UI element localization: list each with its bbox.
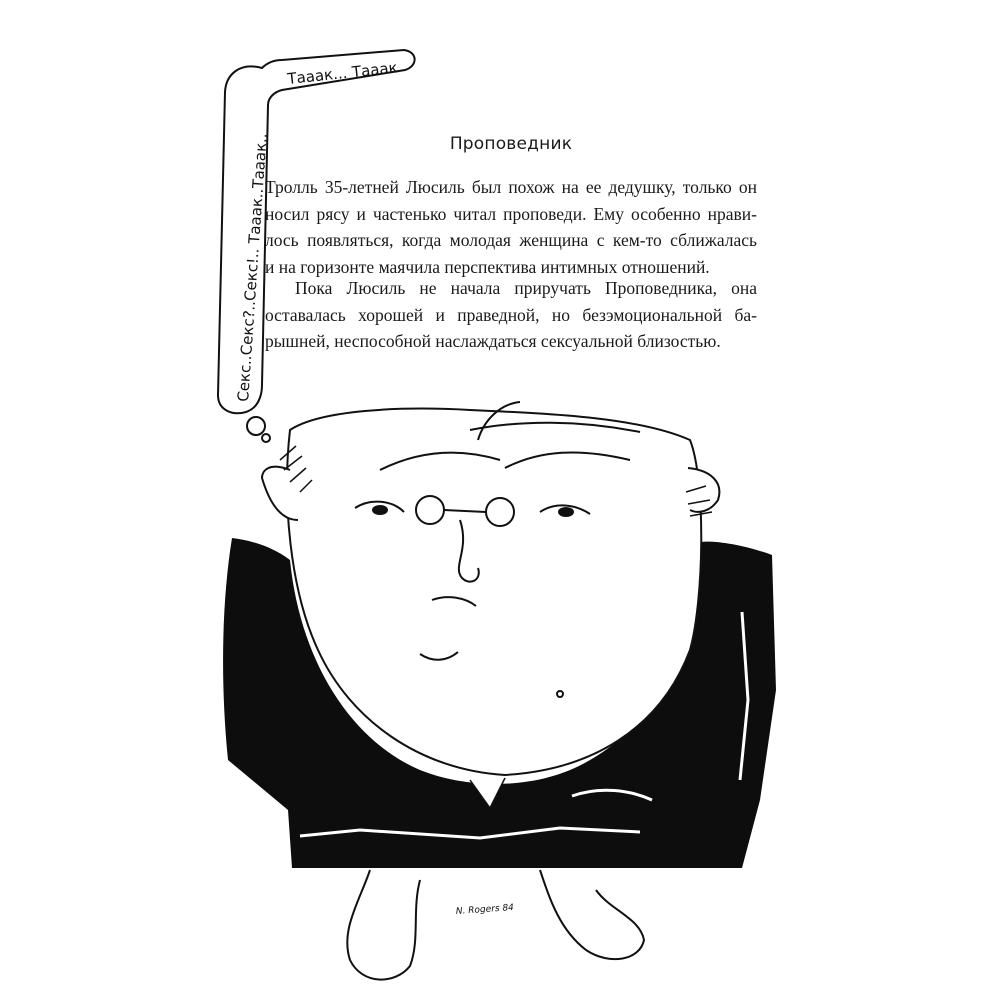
section-heading: Проповедник <box>449 134 573 154</box>
artist-signature: N. Rogers 84 <box>455 902 515 917</box>
paragraph-1-line: Тролль 35-летней Люсиль был похож на ее дедушку, только он <box>265 177 757 197</box>
troll-legs <box>347 870 644 980</box>
paragraph-1-line: носил рясу и частенько читал проповеди. Ему особенно нрави- <box>265 203 757 224</box>
paragraph-2-line: рышней, неспособной наслаждаться сексуальной близостью. <box>265 331 721 351</box>
bubble-text-horizontal: Тааак... Тааак <box>286 58 399 88</box>
paragraph-2 <box>265 275 757 355</box>
paragraph-2-line: оставалась хорошей и праведной, но безэмоциональной ба- <box>265 304 757 325</box>
paragraph-1-line: лось появляться, когда молодая женщина с кем-то сближалась <box>265 230 757 250</box>
bubble-text-vertical: Секс..Секс?..Секс!.. Тааак..Тааак.. <box>234 132 271 403</box>
paragraph-1 <box>265 174 757 280</box>
paragraph-1-line: и на горизонте маячила перспектива интимных отношений. <box>265 256 710 277</box>
paragraph-2-line: Пока Люсиль не начала приручать Проповедника, она <box>295 278 757 298</box>
